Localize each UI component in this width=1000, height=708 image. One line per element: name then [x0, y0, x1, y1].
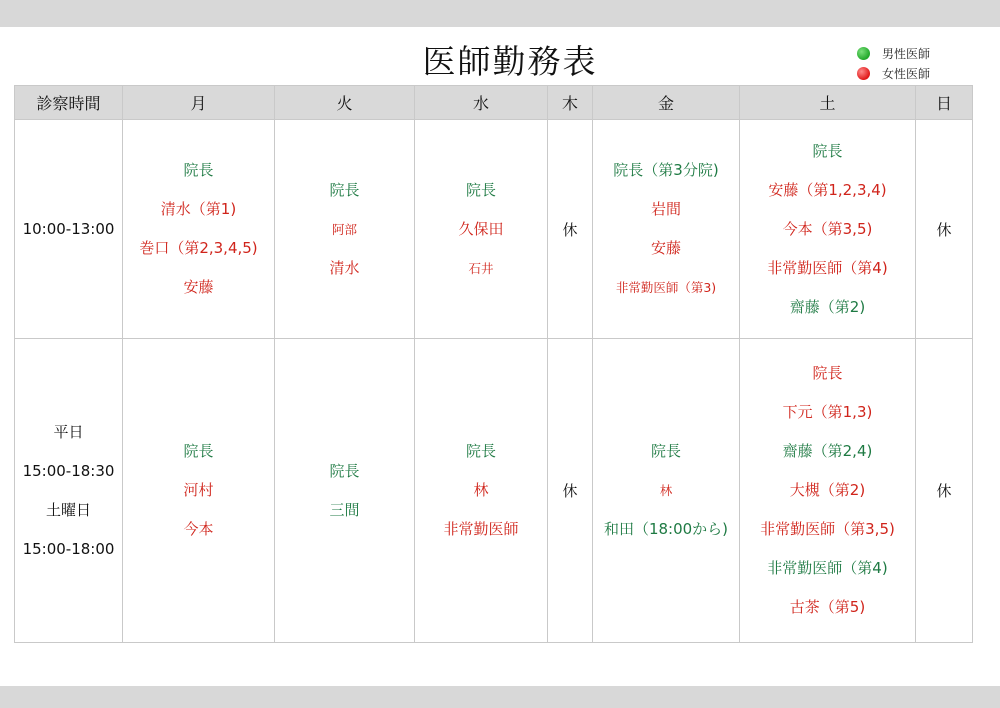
schedule-table	[14, 85, 973, 643]
green-dot-icon	[857, 47, 870, 60]
doctor-entry: 安藤（第1,2,3,4)	[768, 180, 887, 199]
doctor-entry: 巻口（第2,3,4,5)	[139, 239, 258, 257]
doctor-entry: 非常勤医師（第4)	[767, 258, 888, 277]
doctor-entry: 下元（第1,3)	[782, 403, 873, 421]
schedule-cell	[593, 339, 740, 643]
time-line: 平日	[53, 422, 84, 441]
doctor-entry: 院長（第3分院)	[613, 161, 719, 179]
closed-label: 休	[562, 482, 578, 500]
schedule-cell	[740, 120, 916, 339]
time-line: 土曜日	[45, 500, 91, 519]
legend	[857, 43, 930, 83]
time-line: 15:00-18:30	[22, 461, 115, 480]
doctor-entry: 院長	[183, 161, 214, 179]
schedule-cell	[415, 120, 548, 339]
doctor-entry: 齋藤（第2,4)	[782, 442, 873, 460]
schedule-cell	[916, 339, 973, 643]
schedule-cell	[548, 339, 593, 643]
legend-female-label: 女性医師	[882, 66, 931, 81]
doctor-entry: 石井	[468, 260, 494, 276]
doctor-entry: 和田（18:00から)	[603, 520, 729, 538]
time-line: 15:00-18:00	[22, 539, 115, 558]
header-sun: 日	[916, 86, 973, 120]
doctor-entry: 院長	[812, 141, 843, 160]
closed-label: 休	[562, 220, 578, 239]
schedule-cell	[415, 339, 548, 643]
red-dot-icon	[857, 67, 870, 80]
header-sat: 土	[740, 86, 916, 120]
header-wed: 水	[415, 86, 548, 120]
time-cell	[15, 120, 123, 339]
legend-female	[857, 63, 930, 83]
header-tue: 火	[275, 86, 415, 120]
doctor-entry: 安藤	[650, 239, 681, 257]
doctor-entry: 阿部	[331, 221, 357, 237]
legend-male-label: 男性医師	[882, 46, 931, 61]
doctor-entry: 院長	[650, 442, 681, 460]
doctor-entry: 院長	[329, 461, 360, 480]
afternoon-row	[15, 339, 973, 643]
schedule-cell	[548, 120, 593, 339]
doctor-entry: 林	[473, 481, 489, 499]
doctor-entry: 院長	[465, 180, 496, 199]
header-time: 診察時間	[15, 86, 123, 120]
doctor-entry: 今本	[183, 520, 214, 538]
legend-male	[857, 43, 930, 63]
doctor-entry: 院長	[183, 442, 214, 460]
schedule-cell	[916, 120, 973, 339]
doctor-entry: 非常勤医師（第4)	[767, 559, 888, 577]
doctor-entry: 非常勤医師	[443, 520, 519, 538]
doctor-entry: 林	[659, 483, 673, 498]
top-band	[0, 0, 1000, 27]
header-thu: 木	[548, 86, 593, 120]
doctor-entry: 古茶（第5)	[789, 598, 866, 616]
schedule-cell	[740, 339, 916, 643]
header-mon: 月	[123, 86, 275, 120]
doctor-entry: 河村	[183, 481, 214, 499]
doctor-entry: 清水（第1)	[160, 200, 237, 218]
doctor-entry: 非常勤医師（第3,5)	[760, 520, 895, 538]
doctor-entry: 大槻（第2)	[789, 481, 866, 499]
time-line: 10:00-13:00	[22, 219, 115, 238]
schedule-cell	[123, 339, 275, 643]
schedule-cell	[593, 120, 740, 339]
doctor-entry: 三間	[329, 500, 360, 519]
closed-label: 休	[936, 220, 952, 239]
doctor-entry: 院長	[812, 364, 843, 382]
schedule-cell	[275, 120, 415, 339]
doctor-entry: 清水	[329, 258, 360, 277]
morning-row	[15, 120, 973, 339]
page-title: 医師勤務表	[422, 42, 598, 81]
doctor-entry: 久保田	[458, 219, 504, 238]
doctor-entry: 岩間	[650, 200, 681, 218]
doctor-entry: 院長	[329, 180, 360, 199]
doctor-entry: 齋藤（第2)	[789, 297, 866, 316]
header-fri: 金	[593, 86, 740, 120]
schedule-cell	[275, 339, 415, 643]
doctor-entry: 安藤	[183, 278, 214, 296]
doctor-entry: 非常勤医師（第3)	[615, 280, 717, 295]
schedule-cell	[123, 120, 275, 339]
header-row	[15, 86, 973, 120]
bottom-band	[0, 686, 1000, 708]
time-cell	[15, 339, 123, 643]
doctor-entry: 院長	[465, 442, 496, 460]
doctor-entry: 今本（第3,5)	[782, 219, 873, 238]
closed-label: 休	[936, 482, 952, 500]
